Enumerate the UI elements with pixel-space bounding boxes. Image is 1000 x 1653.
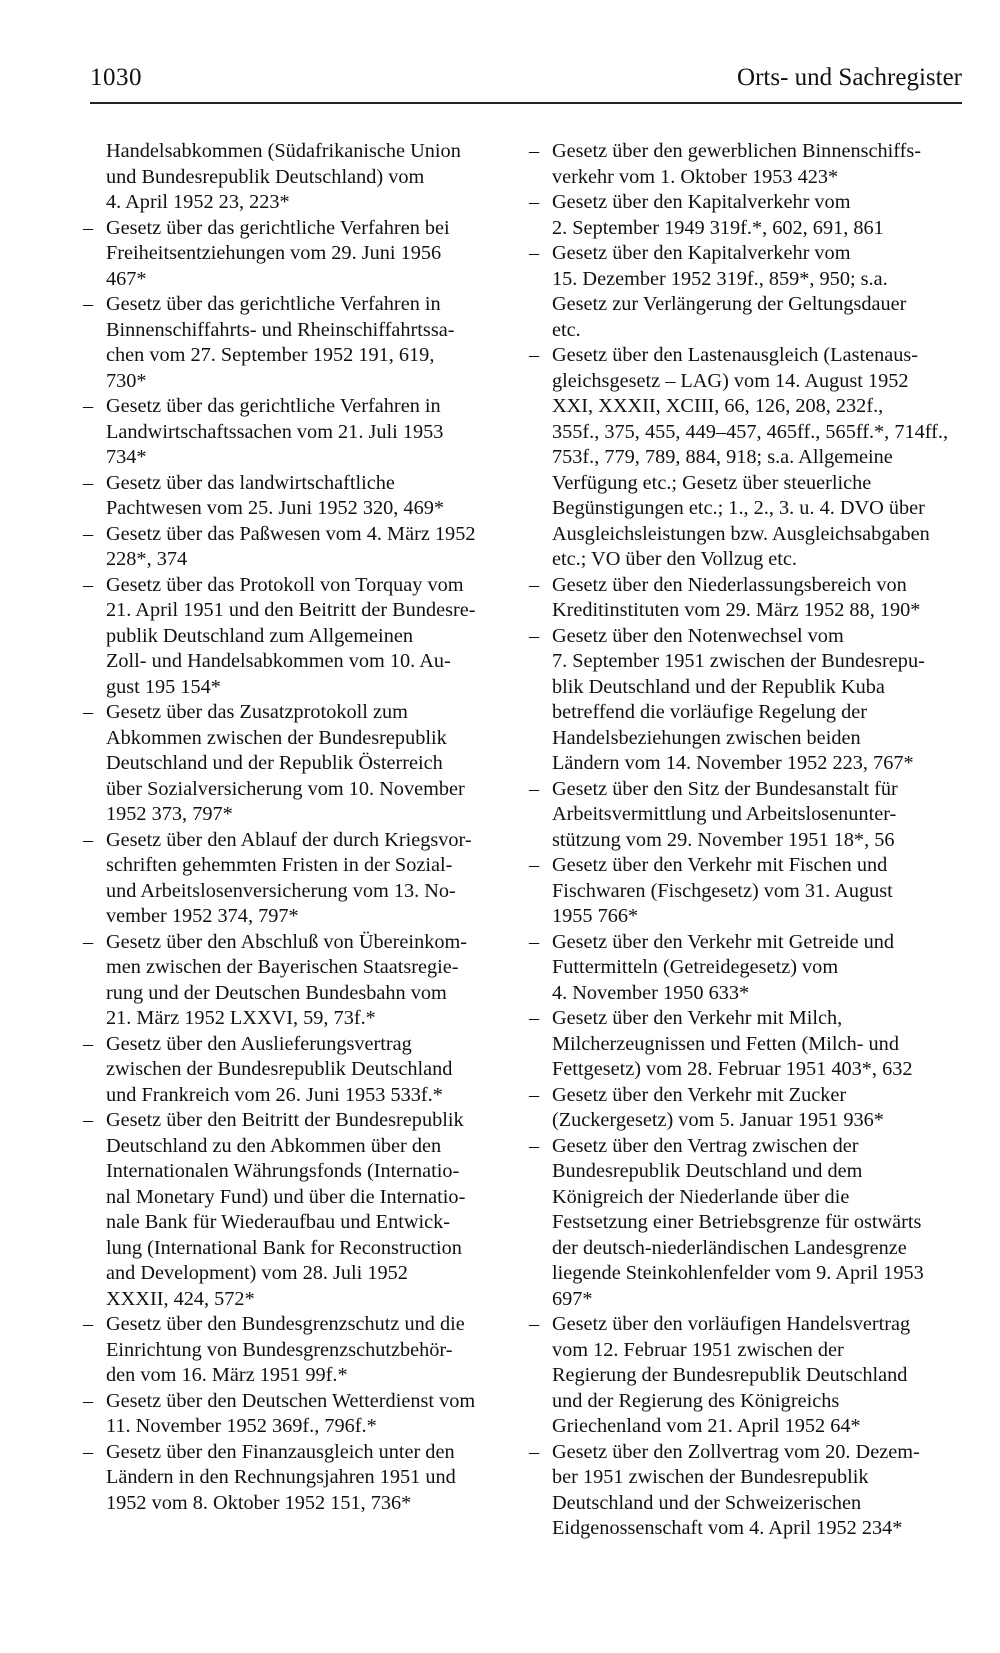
entry-line: – Gesetz über das Paßwesen vom 4. März 1952 <box>106 522 476 545</box>
index-entry <box>92 1032 512 1109</box>
entry-line: Abkommen zwischen der Bundesrepublik <box>106 726 447 749</box>
entry-line: lung (International Bank for Reconstruction <box>106 1236 462 1259</box>
entry-line: Bundesrepublik Deutschland und dem <box>552 1160 863 1182</box>
entry-line: Verfügung etc.; Gesetz über steuerliche <box>552 471 872 494</box>
entry-line: Begünstigungen etc.; 1., 2., 3. u. 4. DVO über <box>552 497 925 519</box>
entry-line: Internationalen Währungsfonds (Internatio- <box>106 1160 460 1182</box>
index-entry <box>538 777 960 854</box>
index-entry <box>92 471 512 522</box>
entry-line: vember 1952 374, 797* <box>106 905 299 927</box>
entry-line: und Frankreich vom 26. Juni 1953 533f.* <box>106 1083 443 1106</box>
entry-line: 4. November 1950 633* <box>552 981 750 1004</box>
entry-line: 7. September 1951 zwischen der Bundesrepu- <box>552 650 925 672</box>
entry-line: gust 195 154* <box>106 675 221 698</box>
page-number: 1030 <box>90 64 142 91</box>
entry-line: über Sozialversicherung vom 10. November <box>106 777 465 800</box>
entry-line: ber 1951 zwischen der Bundesrepublik <box>552 1466 869 1488</box>
entry-line: Handelsabkommen (Südafrikanische Union <box>106 140 461 162</box>
entry-line: schriften gehemmten Fristen in der Sozial- <box>106 854 453 876</box>
entry-line: and Development) vom 28. Juli 1952 <box>106 1262 408 1284</box>
entry-line: publik Deutschland zum Allgemeinen <box>106 624 413 647</box>
entry-line: – Gesetz über das gerichtliche Verfahren in <box>106 395 441 417</box>
entry-line: etc.; VO über den Vollzug etc. <box>552 548 798 570</box>
entry-line: und Arbeitslosenversicherung vom 13. No- <box>106 879 456 902</box>
entry-line: 1952 vom 8. Oktober 1952 151, 736* <box>106 1491 412 1514</box>
entry-line: Deutschland zu den Abkommen über den <box>106 1134 442 1157</box>
entry-line: 730* <box>106 369 147 392</box>
entry-line: – Gesetz über den Deutschen Wetterdienst vom <box>106 1389 476 1412</box>
entry-line: Gesetz zur Verlängerung der Geltungsdauer <box>552 293 907 315</box>
entry-line: men zwischen der Bayerischen Staatsregie- <box>106 956 459 978</box>
entry-line: (Zuckergesetz) vom 5. Januar 1951 936* <box>552 1109 884 1131</box>
entry-line: stützung vom 29. November 1951 18*, 56 <box>552 828 895 851</box>
index-entry <box>92 216 512 293</box>
entry-line: Binnenschiffahrts- und Rheinschiffahrtssa- <box>106 318 455 341</box>
entry-line: Zoll- und Handelsabkommen vom 10. Au- <box>106 650 451 672</box>
index-entry <box>538 1083 960 1134</box>
entry-line: 697* <box>552 1287 593 1310</box>
entry-line: zwischen der Bundesrepublik Deutschland <box>106 1058 453 1080</box>
entry-line: – Gesetz über den Auslieferungsvertrag <box>106 1032 412 1055</box>
entry-line: 2. September 1949 319f.*, 602, 691, 861 <box>552 216 884 239</box>
index-entry <box>538 853 960 930</box>
index-entry <box>538 139 960 190</box>
entry-line: – Gesetz über den Lastenausgleich (Lastenaus- <box>552 344 919 366</box>
entry-line: Regierung der Bundesrepublik Deutschland <box>552 1364 908 1386</box>
entry-line: den vom 16. März 1951 99f.* <box>106 1364 348 1386</box>
entry-line: – Gesetz über den Ablauf der durch Kriegsvor- <box>106 828 472 851</box>
index-entry <box>92 700 512 828</box>
entry-line: Milcherzeugnissen und Fetten (Milch- und <box>552 1032 899 1055</box>
entry-line: – Gesetz über das Zusatzprotokoll zum <box>106 701 408 723</box>
entry-line: Freiheitsentziehungen vom 29. Juni 1956 <box>106 242 442 264</box>
entry-line: Ländern in den Rechnungsjahren 1951 und <box>106 1466 456 1488</box>
index-entry <box>538 930 960 1007</box>
index-entry <box>538 190 960 241</box>
index-entry <box>92 1312 512 1389</box>
entry-line: Festsetzung einer Betriebsgrenze für ostwärts <box>552 1211 922 1233</box>
index-entry <box>538 1006 960 1083</box>
entry-line: Arbeitsvermittlung und Arbeitslosenunter- <box>552 803 897 825</box>
index-entry <box>538 343 960 573</box>
entry-line: und der Regierung des Königreichs <box>552 1389 840 1412</box>
entry-line: 355f., 375, 455, 449–457, 465ff., 565ff.*, 714ff., <box>552 420 949 443</box>
entry-line: liegende Steinkohlenfelder vom 9. April 1953 <box>552 1262 924 1284</box>
left-column <box>92 139 512 1516</box>
entry-line: – Gesetz über den Bundesgrenzschutz und die <box>106 1313 465 1335</box>
entry-line: – Gesetz über den Verkehr mit Zucker <box>552 1083 847 1106</box>
entry-line: Handelsbeziehungen zwischen beiden <box>552 726 861 749</box>
index-entry <box>538 573 960 624</box>
entry-line: Einrichtung von Bundesgrenzschutzbehör- <box>106 1338 453 1361</box>
entry-line: – Gesetz über den Zollvertrag vom 20. Dezem- <box>552 1440 920 1463</box>
entry-line: 1955 766* <box>552 905 639 927</box>
entry-line: Fettgesetz) vom 28. Februar 1951 403*, 632 <box>552 1058 913 1080</box>
index-entry <box>538 1440 960 1542</box>
entry-line: verkehr vom 1. Oktober 1953 423* <box>552 165 839 188</box>
entry-line: – Gesetz über den Beitritt der Bundesrepublik <box>106 1109 464 1131</box>
entry-line: 21. März 1952 LXXVI, 59, 73f.* <box>106 1007 376 1029</box>
entry-line: 21. April 1951 und den Beitritt der Bundesre- <box>106 599 476 621</box>
entry-line: 753f., 779, 789, 884, 918; s.a. Allgemeine <box>552 446 893 468</box>
entry-line: XXI, XXXII, XCIII, 66, 126, 208, 232f., <box>552 395 884 417</box>
index-entry <box>92 828 512 930</box>
entry-line: Kreditinstituten vom 29. März 1952 88, 190* <box>552 599 921 621</box>
entry-line: gleichsgesetz – LAG) vom 14. August 1952 <box>552 369 909 392</box>
entry-line: – Gesetz über den Vertrag zwischen der <box>552 1134 859 1157</box>
entry-line: – Gesetz über das gerichtliche Verfahren bei <box>106 216 450 239</box>
index-entry <box>92 1440 512 1517</box>
entry-line: – Gesetz über das Protokoll von Torquay vom <box>106 573 464 596</box>
page-header <box>90 64 962 104</box>
entry-line: – Gesetz über den Verkehr mit Fischen und <box>552 854 888 876</box>
entry-line: 11. November 1952 369f., 796f.* <box>106 1415 377 1437</box>
running-head: Orts- und Sachregister <box>737 64 962 91</box>
entry-line: – Gesetz über den Kapitalverkehr vom <box>552 242 851 264</box>
entry-line: und Bundesrepublik Deutschland) vom <box>106 165 425 188</box>
entry-line: – Gesetz über den Verkehr mit Getreide und <box>552 930 895 953</box>
entry-line: 228*, 374 <box>106 548 188 570</box>
index-entry <box>538 1312 960 1440</box>
entry-line: – Gesetz über den Kapitalverkehr vom <box>552 191 851 213</box>
entry-line: der deutsch-niederländischen Landesgrenze <box>552 1236 907 1259</box>
entry-line: – Gesetz über den Finanzausgleich unter den <box>106 1440 455 1463</box>
index-entry <box>92 394 512 471</box>
entry-line: Ländern vom 14. November 1952 223, 767* <box>552 752 914 774</box>
entry-line: 467* <box>106 267 147 290</box>
index-entry <box>92 1108 512 1312</box>
index-entry <box>538 624 960 777</box>
entry-line: nal Monetary Fund) und über die Internatio- <box>106 1185 466 1208</box>
entry-line: nale Bank für Wiederaufbau und Entwick- <box>106 1211 451 1233</box>
entry-line: rung und der Deutschen Bundesbahn vom <box>106 981 447 1004</box>
entry-line: Pachtwesen vom 25. Juni 1952 320, 469* <box>106 497 444 519</box>
index-entry <box>538 241 960 343</box>
entry-line: – Gesetz über den Sitz der Bundesanstalt für <box>552 777 898 800</box>
index-entry <box>92 292 512 394</box>
index-entry <box>92 1389 512 1440</box>
entry-line: Deutschland und der Schweizerischen <box>552 1491 862 1514</box>
entry-line: – Gesetz über das landwirtschaftliche <box>106 471 395 494</box>
index-entry <box>92 930 512 1032</box>
entry-line: chen vom 27. September 1952 191, 619, <box>106 344 435 366</box>
entry-line: – Gesetz über den Niederlassungsbereich von <box>552 573 907 596</box>
entry-line: XXXII, 424, 572* <box>106 1287 255 1310</box>
entry-line: Fischwaren (Fischgesetz) vom 31. August <box>552 879 893 902</box>
entry-line: blik Deutschland und der Republik Kuba <box>552 675 885 698</box>
index-entry <box>92 522 512 573</box>
entry-line: – Gesetz über das gerichtliche Verfahren in <box>106 293 441 315</box>
entry-line: Futtermitteln (Getreidegesetz) vom <box>552 956 839 978</box>
entry-line: betreffend die vorläufige Regelung der <box>552 701 867 723</box>
entry-line: Landwirtschaftssachen vom 21. Juli 1953 <box>106 420 444 443</box>
entry-line: Königreich der Niederlande über die <box>552 1185 850 1208</box>
entry-line: Ausgleichsleistungen bzw. Ausgleichsabgaben <box>552 522 930 545</box>
index-entry <box>92 139 512 216</box>
entry-line: – Gesetz über den vorläufigen Handelsvertrag <box>552 1313 911 1335</box>
entry-line: Griechenland vom 21. April 1952 64* <box>552 1415 861 1437</box>
entry-line: – Gesetz über den Verkehr mit Milch, <box>552 1007 843 1029</box>
entry-line: – Gesetz über den Notenwechsel vom <box>552 624 844 647</box>
index-entry <box>538 1134 960 1313</box>
index-entry <box>92 573 512 701</box>
entry-line: Deutschland und der Republik Österreich <box>106 752 443 774</box>
entry-line: Eidgenossenschaft vom 4. April 1952 234* <box>552 1517 903 1539</box>
right-column <box>538 139 960 1542</box>
entry-line: 734* <box>106 446 147 468</box>
entry-line: etc. <box>552 318 581 341</box>
entry-line: vom 12. Februar 1951 zwischen der <box>552 1338 844 1361</box>
entry-line: – Gesetz über den Abschluß von Übereinkom- <box>106 930 468 953</box>
entry-line: – Gesetz über den gewerblichen Binnenschiffs- <box>552 140 922 162</box>
entry-line: 4. April 1952 23, 223* <box>106 191 290 213</box>
entry-line: 1952 373, 797* <box>106 803 233 825</box>
entry-line: 15. Dezember 1952 319f., 859*, 950; s.a. <box>552 267 888 290</box>
